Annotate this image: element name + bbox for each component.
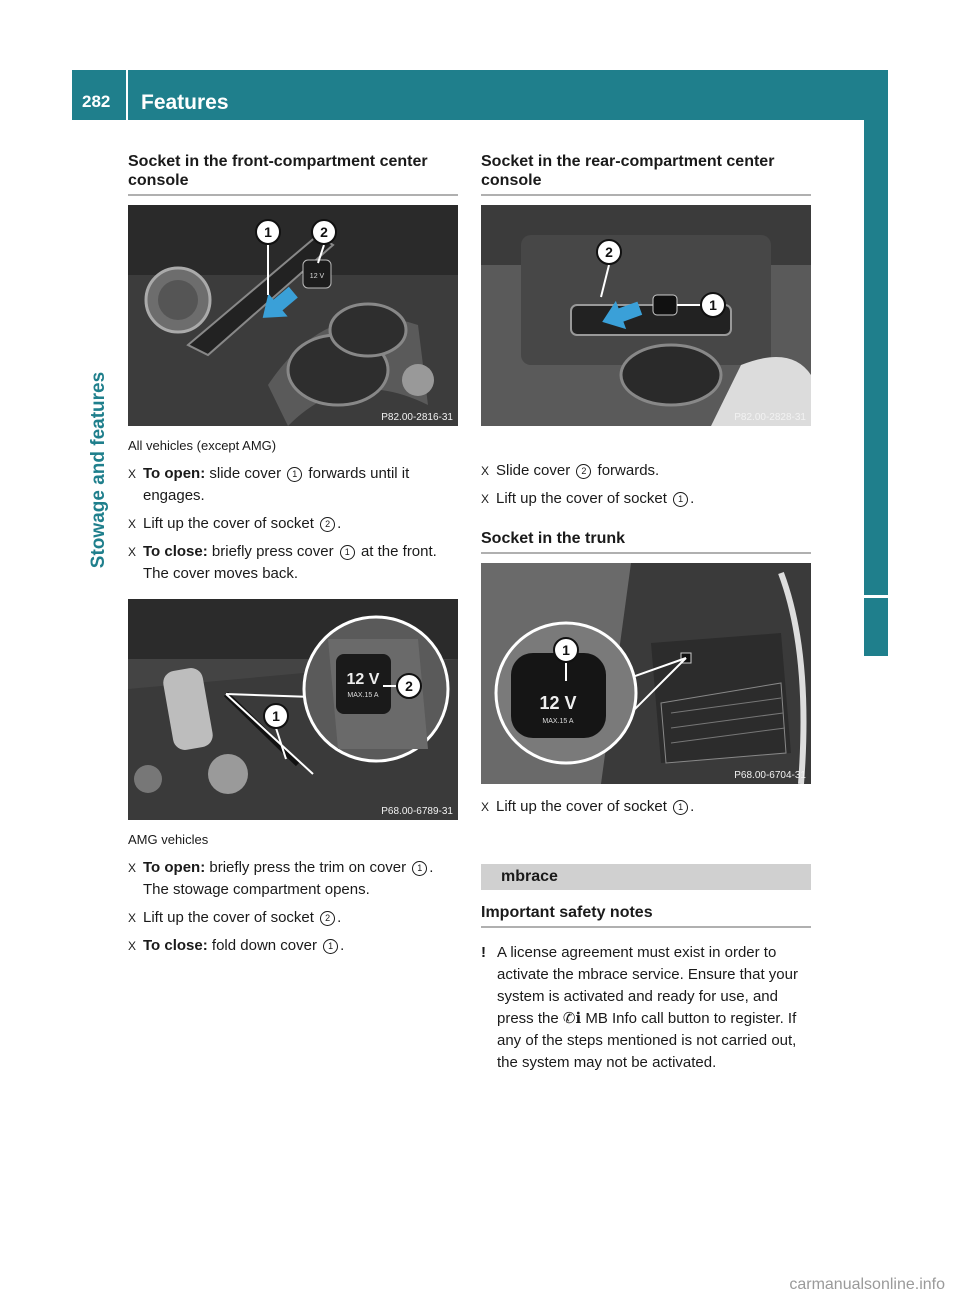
step-arrow-icon: X [128,861,137,875]
step-text: briefly press cover [207,543,338,560]
step-text: . [690,490,695,507]
step-arrow-icon: X [481,800,490,814]
step-result-text: The cover moves back. [143,565,299,582]
socket-sublabel: MAX.15 A [347,692,379,699]
callout-marker: 1 [323,939,338,954]
callout-marker: 2 [576,464,591,479]
step-item [128,857,458,901]
step-text: Lift up the cover of socket [496,798,672,815]
caption-non-amg: All vehicles (except AMG) [128,438,277,453]
page-number: 282 [82,92,111,111]
svg-text:2: 2 [320,224,328,240]
step-text: slide cover [205,465,286,482]
mbrace-heading: mbrace [481,864,811,890]
callout-marker: 1 [340,545,355,560]
callout-marker: 2 [320,911,335,926]
callout-marker: 1 [673,492,688,507]
step-text: briefly press the trim on cover [205,859,411,876]
page-title: Features [141,91,229,114]
step-arrow-icon: X [481,492,490,506]
rear-console-photo [481,205,811,426]
header-divider [126,70,128,120]
step-item [128,541,458,585]
svg-text:1: 1 [272,708,280,724]
safety-notice [481,942,811,1074]
step-item [128,513,458,535]
step-text: . [429,859,434,876]
step-bold-label: To open: [143,859,206,876]
caption-amg: AMG vehicles [128,832,209,847]
step-bold-label: To close: [143,543,208,560]
mb-info-call-icon: ✆ℹ [562,1010,582,1027]
step-text: . [340,937,345,954]
trunk-heading: Socket in the trunk [481,530,811,554]
notice-text: MB Info call button to register. If any of the steps mentioned is not carried out, the system may not be activated. [497,1010,797,1071]
step-text: . [337,909,342,926]
step-arrow-icon: X [128,545,137,559]
photo-code: P68.00-6704-31 [734,770,806,781]
svg-text:1: 1 [709,297,717,313]
side-tab-block [864,598,888,656]
callout-marker: 2 [320,517,335,532]
step-arrow-icon: X [128,517,137,531]
amg-console-photo [128,599,458,820]
svg-text:1: 1 [264,224,272,240]
step-text: forwards. [593,462,660,479]
step-item [128,935,458,957]
safety-notes-heading: Important safety notes [481,904,811,928]
left-column [128,152,458,963]
photo-code: P82.00-2816-31 [381,412,453,423]
socket-label: 12 V [346,671,380,688]
socket-label: 12 V [539,693,577,713]
warning-icon: ! [481,944,486,961]
photo-code: P68.00-6789-31 [381,806,453,817]
step-text: . [690,798,695,815]
step-bold-label: To open: [143,465,206,482]
step-item [128,463,458,507]
watermark: carmanualsonline.info [789,1276,945,1293]
svg-text:12 V: 12 V [309,273,325,280]
step-bold-label: To close: [143,937,208,954]
callout-marker: 1 [673,800,688,815]
step-text: Slide cover [496,462,575,479]
step-item [128,907,458,929]
step-text: fold down cover [207,937,322,954]
front-console-photo [128,205,458,426]
step-text: Lift up the cover of socket [143,909,319,926]
rear-console-heading: Socket in the rear-compartment center console [481,152,811,196]
svg-text:2: 2 [405,678,413,694]
step-arrow-icon: X [128,911,137,925]
step-item [481,460,811,482]
socket-sublabel: MAX.15 A [542,718,574,725]
step-arrow-icon: X [128,939,137,953]
step-item [481,796,811,818]
side-tab [864,120,888,595]
callout-marker: 1 [287,467,302,482]
photo-code: P82.00-2828-31 [734,412,806,423]
step-text: forwards until it engages. [143,465,410,504]
step-text: . [337,515,342,532]
step-text: Lift up the cover of socket [496,490,672,507]
right-column [481,152,811,1074]
trunk-photo [481,563,811,784]
callout-marker: 1 [412,861,427,876]
svg-text:2: 2 [605,244,613,260]
notice-text: A license agreement must exist in order to activate the mbrace service. Ensure that your system is activated and ready for use, and press the [497,944,798,1027]
step-result-text: The stowage compartment opens. [143,881,370,898]
step-arrow-icon: X [481,464,490,478]
step-text: Lift up the cover of socket [143,515,319,532]
step-item [481,488,811,510]
front-console-heading: Socket in the front-compartment center console [128,152,458,196]
svg-text:1: 1 [562,642,570,658]
step-arrow-icon: X [128,467,137,481]
step-text: at the front. [356,543,437,560]
side-tab-label: Stowage and features [88,371,109,569]
